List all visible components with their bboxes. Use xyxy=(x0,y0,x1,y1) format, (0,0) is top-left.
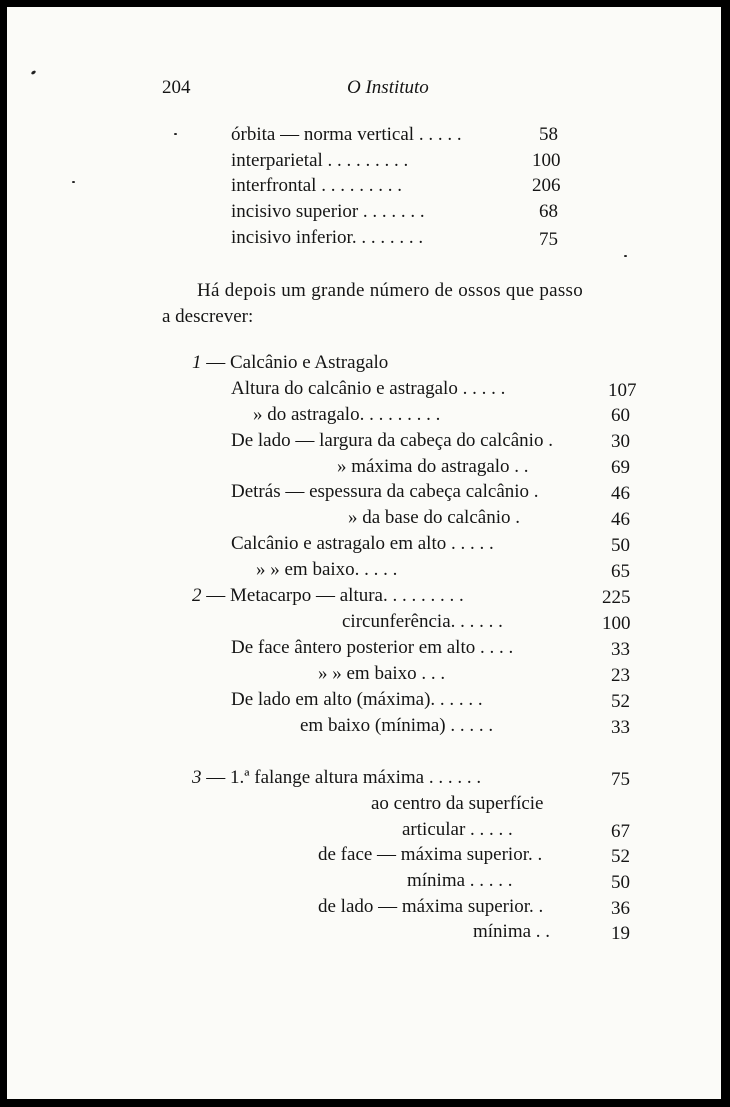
measure-value: 67 xyxy=(611,821,630,842)
section-title: — Metacarpo — altura. . . . . . . . . xyxy=(206,585,464,606)
measure-label: mínima . . . . . xyxy=(407,870,513,891)
paragraph-line: a descrever: xyxy=(162,306,254,327)
measure-label: de lado — máxima superior. . xyxy=(318,896,544,917)
section-title-value: 225 xyxy=(602,587,631,608)
measure-value: 23 xyxy=(611,665,630,686)
section-title: — 1.ª falange altura máxima . . . . . . xyxy=(206,767,482,788)
running-title: O Instituto xyxy=(347,77,429,98)
measure-value: 50 xyxy=(611,872,630,893)
measure-value: 46 xyxy=(611,483,630,504)
section-heading xyxy=(192,585,464,607)
index-label: interparietal . . . . . . . . . xyxy=(231,150,409,171)
scan-speck xyxy=(624,255,627,257)
section-number: 2 xyxy=(192,585,202,606)
measure-value: 69 xyxy=(611,457,630,478)
scan-speck xyxy=(31,70,37,75)
section-heading xyxy=(192,352,388,374)
section-number: 3 xyxy=(192,767,202,788)
measure-label: De lado em alto (máxima). . . . . . xyxy=(231,689,483,710)
measure-label: circunferência. . . . . . xyxy=(342,611,503,632)
measure-value: 33 xyxy=(611,639,630,660)
measure-label: de face — máxima superior. . xyxy=(318,844,543,865)
index-label: interfrontal . . . . . . . . . xyxy=(231,175,402,196)
page-number: 204 xyxy=(162,77,191,98)
measure-value: 46 xyxy=(611,509,630,530)
measure-value: 33 xyxy=(611,717,630,738)
measure-value: 36 xyxy=(611,898,630,919)
measure-label: articular . . . . . xyxy=(402,819,513,840)
index-value: 100 xyxy=(532,150,561,171)
measure-value: 19 xyxy=(611,923,630,944)
index-label: incisivo inferior. . . . . . . . xyxy=(231,227,424,248)
measure-value: 100 xyxy=(602,613,631,634)
measure-label: De face ântero posterior em alto . . . . xyxy=(231,637,514,658)
measure-label: De lado — largura da cabeça do calcânio . xyxy=(231,430,553,451)
measure-label: Altura do calcânio e astragalo . . . . . xyxy=(231,378,506,399)
measure-value: 52 xyxy=(611,691,630,712)
measure-label: ao centro da superfície xyxy=(371,793,544,814)
scan-speck xyxy=(174,133,177,135)
measure-label: mínima . . xyxy=(473,921,551,942)
section-number: 1 xyxy=(192,352,202,373)
scan-speck xyxy=(72,181,75,183)
measure-value: 107 xyxy=(608,380,637,401)
measure-label: » da base do calcânio . xyxy=(348,507,520,528)
measure-label: » do astragalo. . . . . . . . . xyxy=(253,404,441,425)
book-page xyxy=(7,7,721,1099)
index-value: 75 xyxy=(539,229,558,250)
section-heading xyxy=(192,767,481,789)
measure-value: 50 xyxy=(611,535,630,556)
measure-value: 30 xyxy=(611,431,630,452)
index-label: órbita — norma vertical . . . . . xyxy=(231,124,462,145)
measure-value: 65 xyxy=(611,561,630,582)
measure-label: » máxima do astragalo . . xyxy=(337,456,529,477)
measure-label: » » em baixo . . . xyxy=(318,663,446,684)
measure-label: Calcânio e astragalo em alto . . . . . xyxy=(231,533,494,554)
index-value: 58 xyxy=(539,124,558,145)
measure-value: 52 xyxy=(611,846,630,867)
index-value: 206 xyxy=(532,175,561,196)
page-header xyxy=(162,77,647,103)
measure-value: 60 xyxy=(611,405,630,426)
paragraph-line: Há depois um grande número de ossos que passo xyxy=(197,280,584,301)
index-value: 68 xyxy=(539,201,558,222)
measure-label: » » em baixo. . . . . xyxy=(256,559,398,580)
measure-label: Detrás — espessura da cabeça calcânio . xyxy=(231,481,539,502)
section-title: — Calcânio e Astragalo xyxy=(206,352,389,373)
index-label: incisivo superior . . . . . . . xyxy=(231,201,425,222)
section-title-value: 75 xyxy=(611,769,630,790)
measure-label: em baixo (mínima) . . . . . xyxy=(300,715,494,736)
